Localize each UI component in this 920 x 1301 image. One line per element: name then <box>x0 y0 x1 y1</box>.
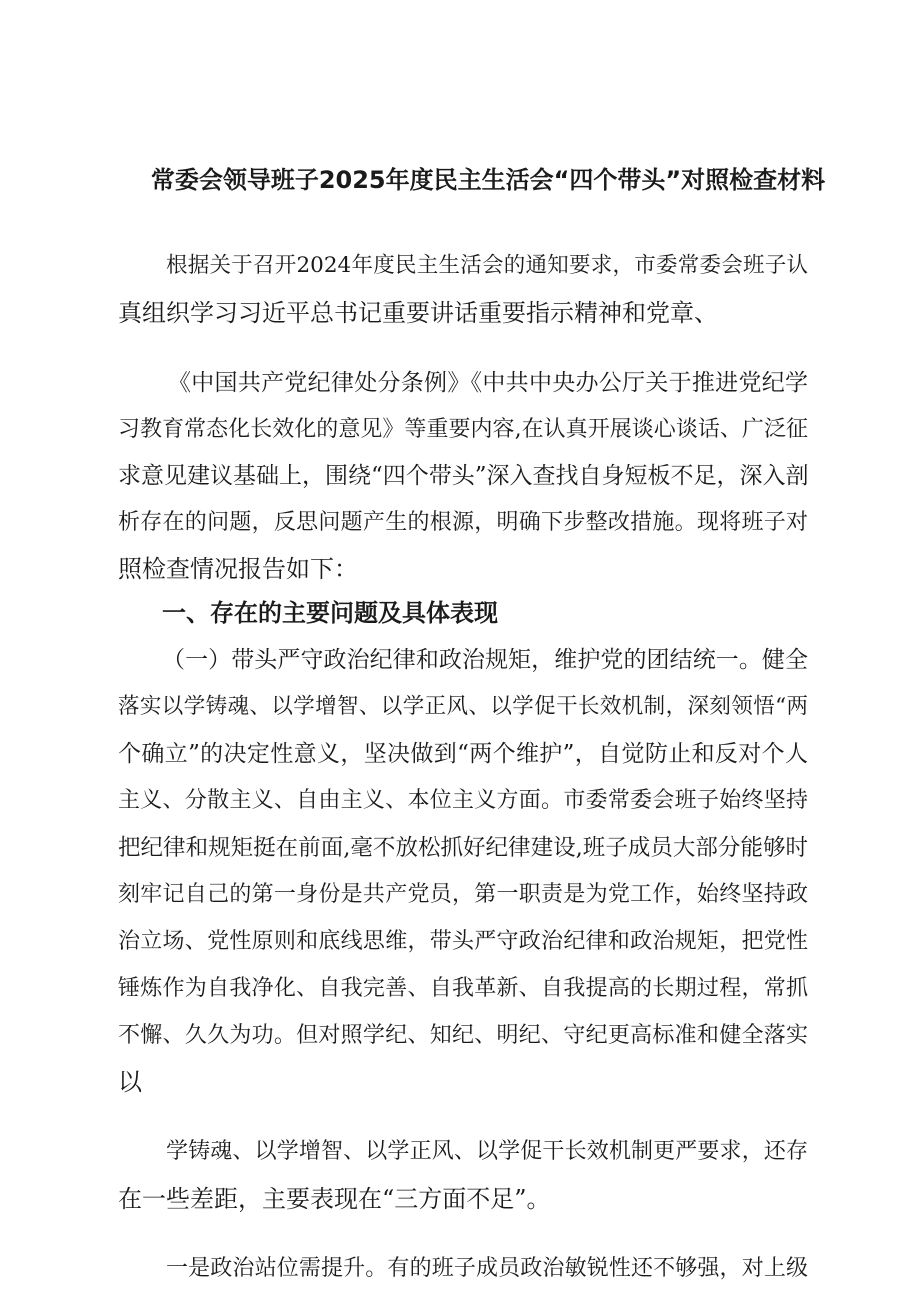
paragraph-line: 刻牢记自己的第一身份是共产党员，第一职责是为党工作，始终坚持政 <box>118 882 808 907</box>
paragraph-line: 析存在的问题，反思问题产生的根源，明确下步整改措施。现将班子对 <box>118 510 808 535</box>
paragraph-line: 治立场、党性原则和底线思维，带头严守政治纪律和政治规矩，把党性 <box>118 929 808 954</box>
paragraph-line: 个确立”的决定性意义，坚决做到“两个维护”，自觉防止和反对个人 <box>118 741 808 767</box>
paragraph-line: 把纪律和规矩挺在前面,毫不放松抓好纪律建设,班子成员大部分能够时 <box>118 835 808 861</box>
document-title-text: 常委会领导班子2025年度民主生活会“四个带头”对照检查材料 <box>150 166 826 194</box>
paragraph-line: 落实以学铸魂、以学增智、以学正风、以学促干长效机制，深刻领悟“两 <box>118 694 808 719</box>
paragraph-line: 照检查情况报告如下： <box>118 555 358 583</box>
paragraph-line: 习教育常态化长效化的意见》等重要内容,在认真开展谈心谈话、广泛征 <box>118 417 808 442</box>
paragraph-line: 一是政治站位需提升。有的班子成员政治敏锐性还不够强，对上级 <box>166 1256 808 1281</box>
paragraph-line: 根据关于召开2024年度民主生活会的通知要求，市委常委会班子认 <box>166 253 808 278</box>
paragraph-line: 锤炼作为自我净化、自我完善、自我革新、自我提高的长期过程，常抓 <box>118 976 808 1001</box>
paragraph-line: 真组织学习习近平总书记重要讲话重要指示精神和党章、 <box>118 299 718 327</box>
paragraph-line: （一）带头严守政治纪律和政治规矩，维护党的团结统一。健全 <box>162 647 808 673</box>
paragraph-line: 学铸魂、以学增智、以学正风、以学促干长效机制更严要求，还存 <box>166 1139 808 1164</box>
paragraph-line: 以 <box>118 1068 142 1096</box>
document-title <box>0 160 920 195</box>
paragraph-line: 《中国共产党纪律处分条例》《中共中央办公厅关于推进党纪学 <box>168 370 808 396</box>
paragraph-line: 求意见建议基础上，围绕“四个带头”深入查找自身短板不足，深入剖 <box>118 463 809 489</box>
paragraph-line: 不懈、久久为功。但对照学纪、知纪、明纪、守纪更高标准和健全落实 <box>118 1023 808 1048</box>
paragraph-line: 主义、分散主义、自由主义、本位主义方面。市委常委会班子始终坚持 <box>118 788 808 813</box>
section-heading: 一、存在的主要问题及具体表现 <box>162 599 498 627</box>
paragraph-line: 在一些差距，主要表现在“三方面不足”。 <box>118 1185 551 1213</box>
